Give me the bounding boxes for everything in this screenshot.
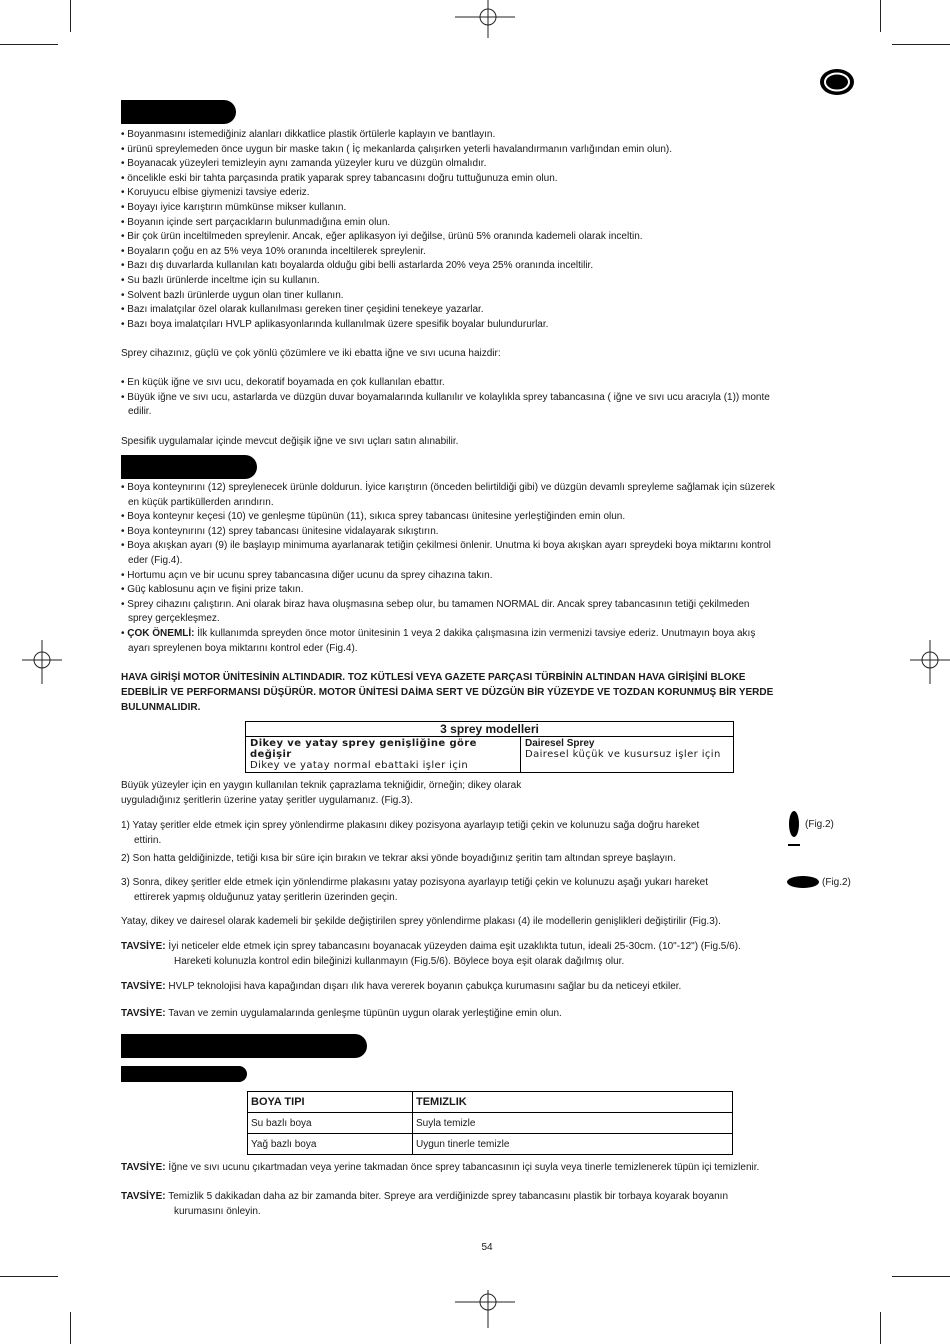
step-2 [121,852,861,867]
list-item: • Boyanmasını istemediğiniz alanları dikkatlice plastik örtülerle kaplayın ve bantlayın. [121,129,496,140]
spray-col2-head: Dairesel Sprey [525,738,595,749]
list-item: BULUNMALIDIR. [121,701,201,713]
spray-col1-body: Dikey ve yatay normal ebattaki işler için [250,760,469,771]
list-item: • Büyük iğne ve sıvı ucu, astarlarda ve düzgün duvar boyamalarında kullanılır ve kolaylıkla sprey tabancasına ( iğne ve sıvı ucu aracıyla (1)) monte [121,391,770,403]
nozzle-list [121,376,861,420]
tip-3: TAVSİYE: Tavan ve zemin uygulamalarında genleşme tüpünün uygun olarak yerleştiğine emin olun. [121,1008,562,1019]
list-item: • Sprey cihazını çalıştırın. Ani olarak biraz hava oluşmasına sebep olur, bu tamamen NORMAL dir. Ancak sprey tabancasının tetiği çekilmeden [121,598,750,610]
cleaning-tip-1: TAVSİYE: İğne ve sıvı ucunu çıkartmadan veya yerine takmadan önce sprey tabancasının içi suyla veya tinerle temizlenerek tüpün içi temizlenir. [121,1162,760,1173]
list-item: • Solvent bazlı ürünlerde uygun olan tiner kullanın. [121,289,344,301]
cleaning-tip-2: TAVSİYE: Temizlik 5 dakikadan daha az bir zamanda biter. Spreye ara verdiğinizde sprey tabancasını plastik bir torbaya koyarak boyanın kurumasını önleyin. [121,1191,729,1217]
list-item: • Boyanın içinde sert parçacıkların bulunmadığına emin olun. [121,216,391,228]
list-item: 1) Yatay şeritler elde etmek için sprey yönlendirme plakasını dikey pozisyona ayarlayıp tetiği çekin ve kolunuzu sağa doğru hareket [121,820,700,831]
cleaning-head-paint-type: BOYA TIPI [248,1092,413,1113]
table-cell: Yağ bazlı boya [248,1134,413,1155]
registration-mark-top [455,0,515,38]
list-item-continuation: ettirerek yapmış olduğunuz yatay şeritlerin üzerinden geçin. [134,891,398,903]
list-item-continuation: en küçük partiküllerden arındırın. [128,496,274,508]
crop-mark [880,0,881,32]
crop-mark [70,0,71,32]
list-item: • Bazı boya imalatçıları HVLP aplikasyonlarında kullanılmak üzere spesifik boyalar bulundururlar. [121,318,549,330]
spray-table-title: 3 sprey modelleri [246,722,734,737]
list-item: Büyük yüzeyler için en yaygın kullanılan teknik çaprazlama tekniğidir, örneğin; dikey olarak [121,780,522,791]
section-header-bar-maintenance [121,1034,367,1058]
list-item: • Su bazlı ürünlerde inceltme için su kullanın. [121,274,320,286]
cleaning-head-cleaning: TEMIZLIK [413,1092,733,1113]
list-item: HAVA GİRİŞİ MOTOR ÜNİTESİNİN ALTINDADIR. TOZ KÜTLESİ VEYA GAZETE PARÇASI TÜRBİNİN ALTINDAN HAVA GİRİŞİNİ BLOKE [121,672,746,683]
crop-mark [0,44,58,45]
horizontal-spray-pattern-icon [786,874,820,890]
list-item: • Boya konteynırını (12) sprey tabancası ünitesine vidalayarak sıkıştırın. [121,525,439,537]
list-item: • ürünü spreylemeden önce uygun bir maske takın ( İç mekanlarda çalışırken yeterli havalandırmanın varlığından emin olun). [121,143,673,155]
tip-1: TAVSİYE: İyi neticeler elde etmek için sprey tabancasını boyanacak yüzeyden daima eşit uzaklıkta tutun, ideali 25-30cm. (10"-12") (Fig.5/6). Hareketi kolunuzla kontrol edin bileğinizi kullanmayın (Fig.5/6). Böylece boya eşit olarak dağılmış olur. [121,941,741,967]
list-item: • Güç kablosunu açın ve fişini prize takın. [121,584,304,596]
registration-mark-right [910,640,950,684]
crop-mark [892,44,950,45]
list-item: uyguladığınız şeritlerin üzerine yatay şeritler uygulamanız. (Fig.3). [121,794,413,806]
spray-col2-body: Dairesel küçük ve kusursuz işler için [525,749,721,760]
section-subheader-bar-cleaning [121,1066,247,1082]
nozzle-note: Spesifik uygulamalar içinde mevcut değişik iğne ve sıvı uçları satın alınabilir. [121,436,459,447]
section-header-bar-preparation [121,100,236,124]
fig-2-label-horizontal: (Fig.2) [822,877,851,888]
important-note: • ÇOK ÖNEMLİ: İlk kullanımda spreyden önce motor ünitesinin 1 veya 2 dakika çalışmasına izin vermenizi tavsiye ederiz. Unutmayın boya akış ayarı spreylenen boya miktarını kontrol eder (Fig.4). [121,627,861,656]
list-item: • En küçük iğne ve sıvı ucu, dekoratif boyamada en çok kullanılan ebattır. [121,377,445,388]
air-intake-warning [121,671,861,715]
list-item: • öncelikle eski bir tahta parçasında pratik yaparak sprey tabancasını doğru tuttuğunuza emin olun. [121,172,558,184]
table-cell: Uygun tinerle temizle [413,1134,733,1155]
list-item: • Bazı imalatçılar özel olarak kullanılması gereken tiner çeşidini tenekeye yazarlar. [121,304,484,316]
list-item: EDEBİLİR VE PERFORMANSI DÜŞÜRÜR. MOTOR ÜNİTESİ DAİMA SERT VE DÜZGÜN BİR YÜZEYDE VE TOZDAN KORUNMUŞ BİR YERDE [121,686,774,698]
important-text: İlk kullanımda spreyden önce motor ünitesinin 1 veya 2 dakika çalışmasına izin vermenizi tavsiye ederiz. Unutmayın boya akış [194,628,756,639]
tip-label: TAVSİYE: [121,941,166,952]
list-item: • Boyayı iyice karıştırın mümkünse mikser kullanın. [121,201,347,213]
list-item: • Hortumu açın ve bir ucunu sprey tabancasına diğer ucunu da sprey cihazına takın. [121,569,493,581]
cleaning-table [247,1091,733,1155]
registration-mark-bottom [455,1290,515,1328]
oval-outline-icon [817,66,857,98]
list-item: • Boya konteynır keçesi (10) ve genleşme tüpünün (11), sıkıca sprey tabancası ünitesine yerleştiğinden emin olun. [121,511,626,523]
technique-text [121,779,861,808]
list-item: • Boya konteynırını (12) spreylenecek ürünle doldurun. İyice karıştırın (önceden belirtildiği gibi) ve düzgün devamlı spreyleme sağlamak için süzerek [121,482,775,493]
list-item-continuation: sprey gerçekleşmez. [128,613,220,625]
preparation-list [121,128,861,332]
list-item: • Boya akışkan ayarı (9) ile başlayıp minimuma ayarlanarak tetiğin çekilmesi önlenir. Unutma ki boya akışkan ayarı spreydeki boya miktarını kontrol [121,540,771,552]
usage-list [121,481,861,627]
table-cell: Su bazlı boya [248,1113,413,1134]
list-item-continuation: edilir. [128,406,152,418]
nozzle-intro: Sprey cihazınız, güçlü ve çok yönlü çözümlere ve iki ebatta iğne ve sıvı ucuna haizdir: [121,348,501,359]
vertical-spray-pattern-icon [787,808,801,850]
list-item: 3) Sonra, dikey şeritler elde etmek için yönlendirme plakasını yatay pozisyona ayarlayıp tetiği çekin ve kolunuzu aşağı yukarı hareket [121,877,708,888]
step-1 [121,819,781,848]
crop-mark [892,1276,950,1277]
tip-2: TAVSİYE: HVLP teknolojisi hava kapağından dışarı ılık hava vererek boyanın çabukça kurumasını sağlar bu da neticeyi etkiler. [121,981,682,992]
crop-mark [0,1276,58,1277]
fig-2-label-vertical: (Fig.2) [805,819,834,830]
list-item: • Bazı dış duvarlarda kullanılan katı boyalarda olduğu gibi belli astarlarda 20% veya 25% oranında inceltilir. [121,260,594,272]
table-cell: Suyla temizle [413,1113,733,1134]
list-item-continuation: eder (Fig.4). [128,554,183,566]
list-item: • Bir çok ürün inceltilmeden spreylenir. Ancak, eğer aplikasyon iyi değilse, ürünü 5% oranında kademeli olarak inceltin. [121,231,643,243]
list-item: • Koruyucu elbise giymenizi tavsiye ederiz. [121,187,310,199]
crop-mark [880,1312,881,1344]
spray-col1-head: Dikey ve yatay sprey genişliğine göre değişir [250,738,477,760]
pattern-change-note: Yatay, dikey ve dairesel olarak kademeli bir şekilde değiştirilen sprey yönlendirme plakası (4) ile modellerin genişlikleri değiştirilir (Fig.3). [121,916,721,927]
crop-mark [70,1312,71,1344]
list-item-continuation: ettirin. [134,834,162,846]
list-item: • Boyanacak yüzeyleri temizleyin aynı zamanda yüzeyler kuru ve düzgün olmalıdır. [121,158,487,170]
step-3 [121,876,801,905]
page-number: 54 [481,1242,493,1253]
registration-mark-left [22,640,62,684]
spray-models-table [245,721,734,773]
list-item: 2) Son hatta geldiğinizde, tetiği kısa bir süre için bırakın ve tekrar aksi yönde boyadığınız şeritin tam altından spreye başlayın. [121,853,676,864]
important-cont: ayarı spreylenen boya miktarını kontrol eder (Fig.4). [128,642,358,654]
list-item: • Boyaların çoğu en az 5% veya 10% oranında inceltilerek spreylenir. [121,245,426,257]
important-label: ÇOK ÖNEMLİ: [127,628,195,639]
section-header-bar-usage [121,455,257,479]
